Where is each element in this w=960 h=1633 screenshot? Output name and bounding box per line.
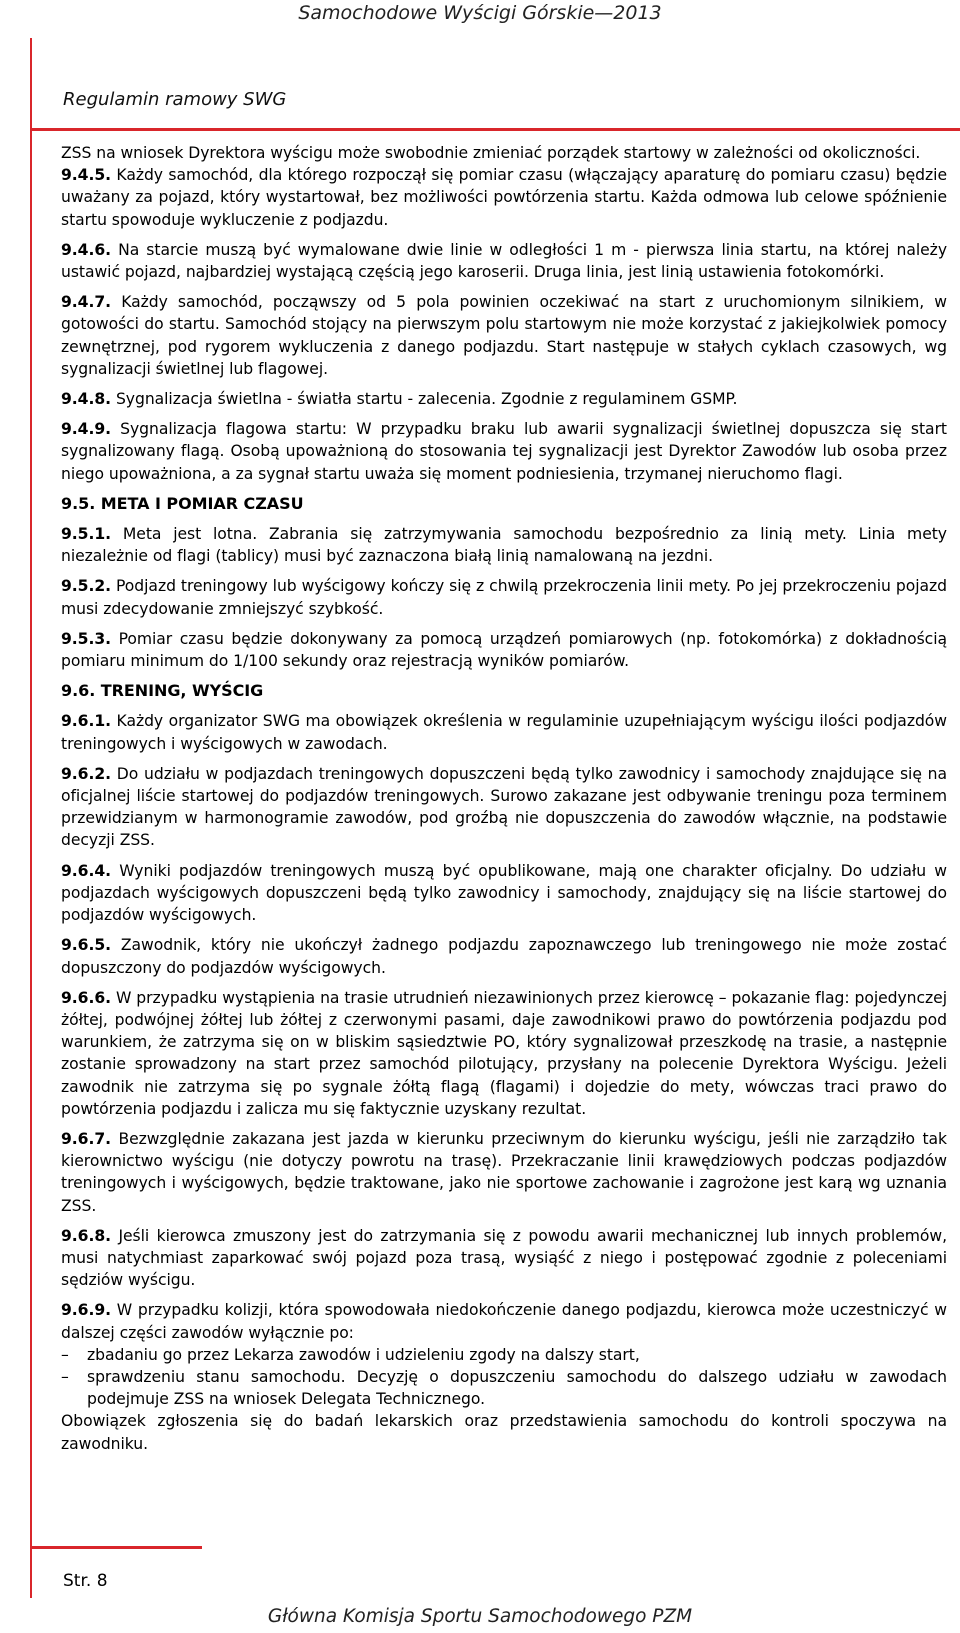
paragraph: 9.6.6. W przypadku wystąpienia na trasie utrudnień niezawinionych przez kierowcę – pokazanie flag: pojedynczej żółtej, podwójnej żółtej lub żółtej z czerwonymi pasami, daje zawodnikowi prawo do powtórzenia podjazdu pod warunkiem, że zatrzyma się on w bliskim sąsiedztwie PO, który sygnalizował przeszkodę na trasie, a następnie zostanie sprowadzony na start przez samochód pilotujący, przysłany na polecenie Dyrektora Wyścigu. Jeżeli zawodnik nie zatrzyma się po sygnale żółtą flagą (flagami) i dojedzie do mety, wówczas traci prawo do powtórzenia podjazdu i zalicza mu się faktycznie uzyskany rezultat. xyxy=(61,988,947,1118)
section-heading: 9.5. META I POMIAR CZASU xyxy=(61,493,304,513)
paragraph: 9.4.7. Każdy samochód, począwszy od 5 pola powinien oczekiwać na start z uruchomionym silnikiem, w gotowości do startu. Samochód stojący na pierwszym polu startowym nie może korzystać z jakiejkolwiek pomocy zewnętrznej, pod rygorem wykluczenia z danego podjazdu. Start następuje w stałych cyklach czasowych, wg sygnalizacji świetlnej lub flagowej. xyxy=(61,293,947,378)
list-item: – sprawdzeniu stanu samochodu. Decyzję o dopuszczeniu samochodu do dalszego udziału w zawodach podejmuje ZSS na wniosek Delegata Technicznego. xyxy=(61,1366,947,1410)
paragraph: 9.6.7. Bezwzględnie zakazana jest jazda w kierunku przeciwnym do kierunku wyścigu, jeśli nie zarządziło tak kierownictwo wyścigu (nie dotyczy powrotu na trasę). Przekraczanie linii krawędziowych podczas podjazdów treningowych i wyścigowych, będzie traktowane, jako nie sportowe zachowanie i zagrożone jest karą wg uznania ZSS. xyxy=(61,1129,947,1215)
paragraph: 9.5.1. Meta jest lotna. Zabrania się zatrzymywania samochodu bezpośrednio za linią mety. Linia mety niezależnie od flagi (tablicy) musi być zaznaczona białą linią namalowaną na jezdni. xyxy=(61,525,947,566)
paragraph: 9.5.2. Podjazd treningowy lub wyścigowy kończy się z chwilą przekroczenia linii mety. Po jej przekroczeniu pojazd musi zdecydowanie zmniejszyć szybkość. xyxy=(61,577,947,618)
document-footer: Główna Komisja Sportu Samochodowego PZM xyxy=(267,1606,693,1627)
paragraph: ZSS na wniosek Dyrektora wyścigu może swobodnie zmieniać porządek startowy w zależności od okoliczności. xyxy=(61,144,921,162)
footer-rule xyxy=(30,1546,202,1549)
paragraph: Obowiązek zgłoszenia się do badań lekarskich oraz przedstawienia samochodu do kontroli spoczywa na zawodniku. xyxy=(61,1412,947,1453)
paragraph: 9.6.1. Każdy organizator SWG ma obowiązek określenia w regulaminie uzupełniającym wyścigu ilości podjazdów treningowych i wyścigowych w zawodach. xyxy=(61,712,947,753)
document-header-title: Samochodowe Wyścigi Górskie—2013 xyxy=(298,2,662,24)
margin-rule-vertical xyxy=(30,38,32,1598)
document-subtitle: Regulamin ramowy SWG xyxy=(63,89,287,110)
paragraph: 9.4.8. Sygnalizacja świetlna - światła startu - zalecenia. Zgodnie z regulaminem GSMP. xyxy=(61,390,738,409)
paragraph: 9.5.3. Pomiar czasu będzie dokonywany za pomocą urządzeń pomiarowych (np. fotokomórka) z dokładnością pomiaru minimum do 1/100 sekundy oraz rejestracją wyników pomiarów. xyxy=(61,629,947,671)
paragraph: 9.6.4. Wyniki podjazdów treningowych muszą być opublikowane, mają one charakter oficjalny. Do udziału w podjazdach wyścigowych dopuszczeni będą tylko zawodnicy i samochody, znajdujący się na liście startowej do podjazdów wyścigowych. xyxy=(61,861,947,925)
section-heading: 9.6. TRENING, WYŚCIG xyxy=(61,681,264,701)
dash-bullet: – xyxy=(61,1345,69,1364)
paragraph: 9.6.9. W przypadku kolizji, która spowodowała niedokończenie danego podjazdu, kierowca może uczestniczyć w dalszej części zawodów wyłącznie po: xyxy=(61,1301,947,1342)
paragraph: 9.6.8. Jeśli kierowca zmuszony jest do zatrzymania się z powodu awarii mechanicznej lub innych problemów, musi natychmiast zaparkować swój pojazd poza trasą, wysiąść z niego i postępować zgodnie z poleceniami sędziów wyścigu. xyxy=(61,1226,947,1290)
paragraph: 9.4.5. Każdy samochód, dla którego rozpoczął się pomiar czasu (włączający aparaturę do pomiaru czasu) będzie uważany za pojazd, który wystartował, bez możliwości powtórzenia startu. Każda odmowa lub celowe spóźnienie startu spowoduje wykluczenie z podjazdu. xyxy=(61,166,947,229)
paragraph: 9.6.5. Zawodnik, który nie ukończył żadnego podjazdu zapoznawczego lub treningowego nie może zostać dopuszczony do podjazdów wyścigowych. xyxy=(61,936,947,977)
paragraph: 9.4.6. Na starcie muszą być wymalowane dwie linie w odległości 1 m - pierwsza linia startu, na której należy ustawić pojazd, najbardziej wystającą częścią jego karoserii. Druga linia, jest linią ustawienia fotokomórki. xyxy=(61,240,947,282)
page-content xyxy=(61,142,947,1455)
page-number: Str. 8 xyxy=(63,1571,108,1591)
header-rule xyxy=(30,128,960,131)
list-item: – zbadaniu go przez Lekarza zawodów i udzieleniu zgody na dalszy start, xyxy=(61,1344,947,1366)
paragraph: 9.6.2. Do udziału w podjazdach treningowych dopuszczeni będą tylko zawodnicy i samochody znajdujące się na oficjalnej liście startowej do podjazdów treningowych. Surowo zakazane jest odbywanie treningu poza terminem przewidzianym w harmonogramie zawodów, pod groźbą nie dopuszczenia do zawodów włącznie, na podstawie decyzji ZSS. xyxy=(61,764,947,850)
paragraph: 9.4.9. Sygnalizacja flagowa startu: W przypadku braku lub awarii sygnalizacji świetlnej dopuszcza się start sygnalizowany flagą. Osobą upoważnioną do stosowania tej sygnalizacji jest Dyrektor Zawodów lub osoba przez niego upoważniona, a za sygnał startu uważa się moment podniesienia, trzymanej nieruchomo flagi. xyxy=(61,420,947,483)
dash-bullet: – xyxy=(61,1367,69,1386)
